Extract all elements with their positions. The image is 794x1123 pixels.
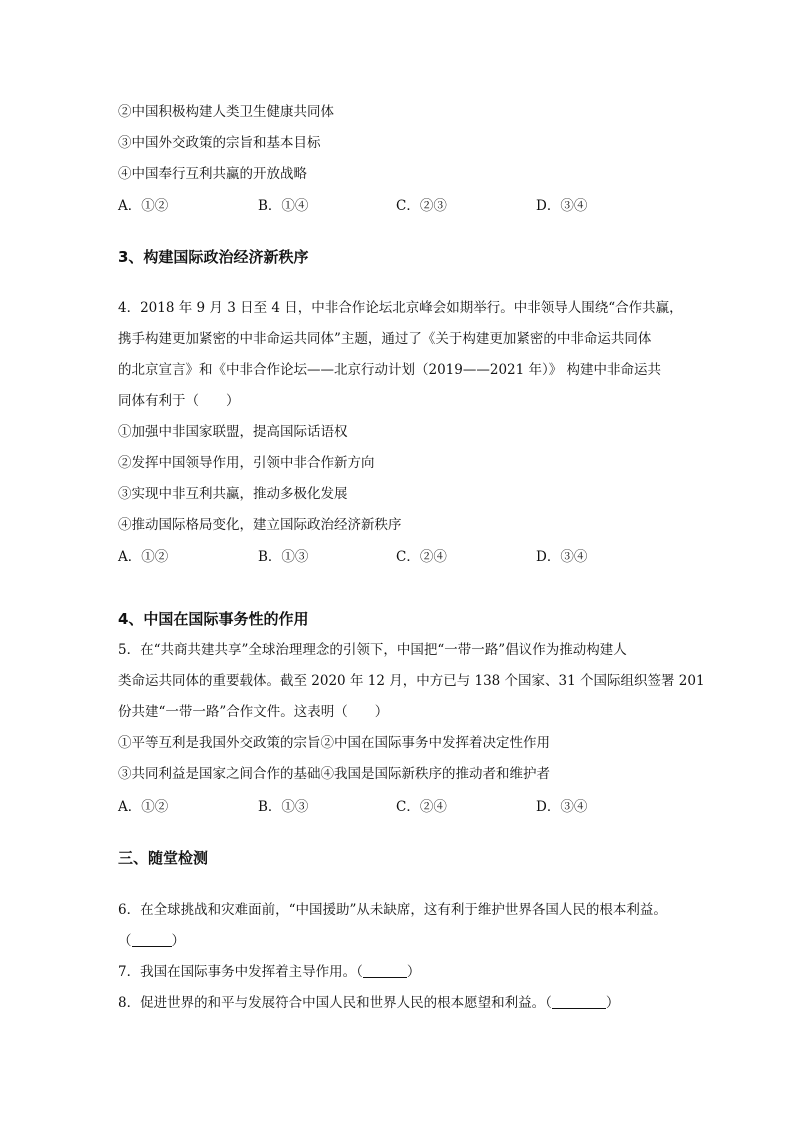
option-line: ④中国奉行互利共赢的开放战略	[118, 166, 307, 182]
question-text-line: 份共建“一带一路”合作文件。这表明（ ）	[118, 704, 389, 720]
option-line: ①平等互利是我国外交政策的宗旨②中国在国际事务中发挥着决定性作用	[118, 735, 550, 751]
choice-b: B．①③	[258, 799, 309, 815]
paren-close: ）	[605, 995, 620, 1011]
choice-d: D．③④	[536, 799, 588, 815]
paren-close: ）	[406, 964, 421, 980]
choice-a: A．①②	[118, 549, 169, 565]
paren-close: ）	[171, 933, 185, 949]
option-line: ①加强中非国家联盟，提高国际话语权	[118, 424, 348, 440]
section-heading: 3、构建国际政治经济新秩序	[118, 248, 309, 266]
answer-blank-line	[118, 931, 185, 951]
judgment-question	[118, 993, 619, 1013]
option-line: ②中国积极构建人类卫生健康共同体	[118, 104, 334, 120]
answer-blank[interactable]	[552, 994, 606, 1009]
choice-c: C．②④	[396, 549, 447, 565]
answer-choices	[118, 196, 678, 216]
question-text: 8．促进世界的和平与发展符合中国人民和世界人民的根本愿望和利益。（	[118, 995, 552, 1011]
choice-d: D．③④	[536, 549, 588, 565]
answer-choices	[118, 797, 678, 817]
choice-a: A．①②	[118, 799, 169, 815]
section-heading: 三、随堂检测	[118, 849, 209, 867]
answer-choices	[118, 547, 678, 567]
question-text: 7．我国在国际事务中发挥着主导作用。（	[118, 964, 363, 980]
question-text-line: 的北京宣言》和《中非合作论坛——北京行动计划（2019——2021 年）》 构建中非命运共	[118, 362, 662, 378]
question-text-line: 类命运共同体的重要载体。截至 2020 年 12 月，中方已与 138 个国家、31 个国际组织签署 201	[118, 673, 705, 689]
option-line: ④推动国际格局变化，建立国际政治经济新秩序	[118, 517, 402, 533]
judgment-question	[118, 962, 420, 982]
question-text-line: 同体有利于（ ）	[118, 393, 240, 409]
paren-open: （	[118, 933, 132, 949]
choice-d: D．③④	[536, 198, 588, 214]
choice-b: B．①③	[258, 549, 309, 565]
answer-blank[interactable]	[363, 963, 407, 978]
choice-b: B．①④	[258, 198, 309, 214]
option-line: ③中国外交政策的宗旨和基本目标	[118, 135, 321, 151]
question-text-line: 4．2018 年 9 月 3 日至 4 日，中非合作论坛北京峰会如期举行。中非领导人围绕“合作共赢，	[118, 300, 683, 316]
question-text-line: 携手构建更加紧密的中非命运共同体”主题，通过了《关于构建更加紧密的中非命运共同体	[118, 331, 652, 347]
answer-blank[interactable]	[132, 932, 172, 947]
choice-c: C．②④	[396, 799, 447, 815]
choice-a: A．①②	[118, 198, 169, 214]
question-text-line: 5．在“共商共建共享”全球治理理念的引领下，中国把“一带一路”倡议作为推动构建人	[118, 642, 627, 658]
option-line: ③共同利益是国家之间合作的基础④我国是国际新秩序的推动者和维护者	[118, 766, 550, 782]
judgment-question: 6．在全球挑战和灾难面前，“中国援助”从未缺席，这有利于维护世界各国人民的根本利益。	[118, 902, 667, 918]
option-line: ②发挥中国领导作用，引领中非合作新方向	[118, 455, 375, 471]
section-heading: 4、中国在国际事务性的作用	[118, 610, 309, 628]
option-line: ③实现中非互利共赢，推动多极化发展	[118, 486, 348, 502]
choice-c: C．②③	[396, 198, 447, 214]
